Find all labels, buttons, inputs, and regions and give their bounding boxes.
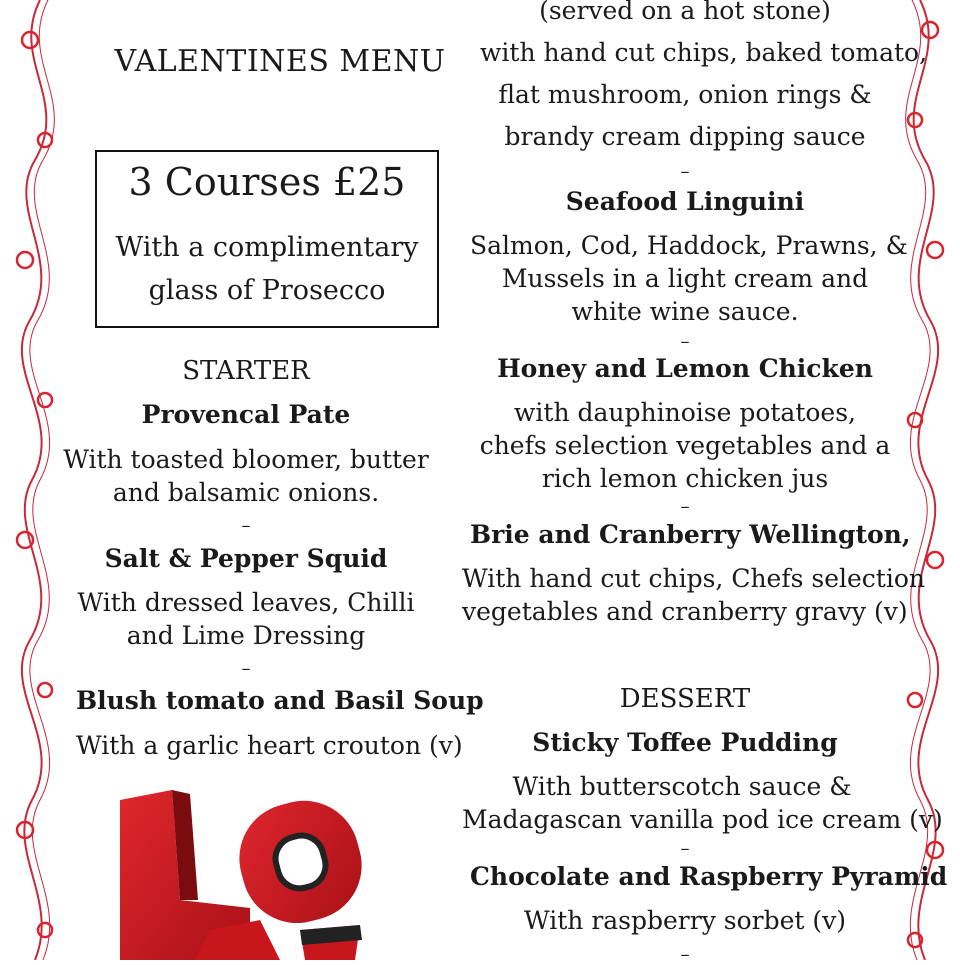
dish-name: Honey and Lemon Chicken bbox=[497, 354, 873, 383]
separator: – bbox=[680, 944, 690, 965]
menu-title: VALENTINES MENU bbox=[114, 44, 446, 79]
separator: – bbox=[241, 658, 251, 679]
dish-description: Mussels in a light cream and bbox=[501, 264, 869, 293]
main-description: with hand cut chips, baked tomato, bbox=[480, 38, 928, 67]
main-description: (served on a hot stone) bbox=[539, 0, 831, 25]
separator: – bbox=[680, 496, 690, 517]
dish-name: Salt & Pepper Squid bbox=[104, 544, 388, 573]
dish-name: Provencal Pate bbox=[141, 400, 351, 429]
dessert-heading: DESSERT bbox=[619, 684, 751, 714]
offer-price: 3 Courses £25 bbox=[128, 160, 406, 204]
separator: – bbox=[680, 331, 690, 352]
dish-description: white wine sauce. bbox=[571, 297, 799, 326]
dish-description: With butterscotch sauce & bbox=[512, 772, 852, 801]
dish-description: rich lemon chicken jus bbox=[541, 464, 829, 493]
dish-description: Madagascan vanilla pod ice cream (v) bbox=[462, 805, 943, 834]
separator: – bbox=[680, 161, 690, 182]
dish-description: Salmon, Cod, Haddock, Prawns, & bbox=[470, 231, 908, 260]
offer-subtitle-line: glass of Prosecco bbox=[148, 275, 386, 306]
dish-description: and Lime Dressing bbox=[126, 621, 366, 650]
dish-description: With dressed leaves, Chilli bbox=[77, 588, 415, 617]
dish-description: With raspberry sorbet (v) bbox=[523, 906, 847, 935]
dish-description: with dauphinoise potatoes, bbox=[514, 398, 856, 427]
dish-name: Brie and Cranberry Wellington, bbox=[470, 520, 911, 549]
separator: – bbox=[680, 838, 690, 859]
dish-description: vegetables and cranberry gravy (v) bbox=[462, 597, 908, 626]
love-sculpture-image bbox=[100, 780, 380, 960]
dish-description: With hand cut chips, Chefs selection bbox=[462, 564, 925, 593]
starter-heading: STARTER bbox=[182, 356, 310, 386]
dish-name: Chocolate and Raspberry Pyramid bbox=[470, 862, 948, 891]
offer-subtitle-line: With a complimentary bbox=[115, 232, 419, 263]
main-description: brandy cream dipping sauce bbox=[504, 122, 866, 151]
dish-description: With toasted bloomer, butter bbox=[63, 445, 429, 474]
dish-name: Blush tomato and Basil Soup bbox=[76, 686, 484, 715]
dish-description: With a garlic heart crouton (v) bbox=[76, 731, 463, 760]
dish-name: Seafood Linguini bbox=[565, 187, 805, 216]
main-description: flat mushroom, onion rings & bbox=[498, 80, 872, 109]
dish-name: Sticky Toffee Pudding bbox=[532, 728, 838, 757]
dish-description: chefs selection vegetables and a bbox=[479, 431, 891, 460]
separator: – bbox=[241, 515, 251, 536]
dish-description: and balsamic onions. bbox=[112, 478, 380, 507]
